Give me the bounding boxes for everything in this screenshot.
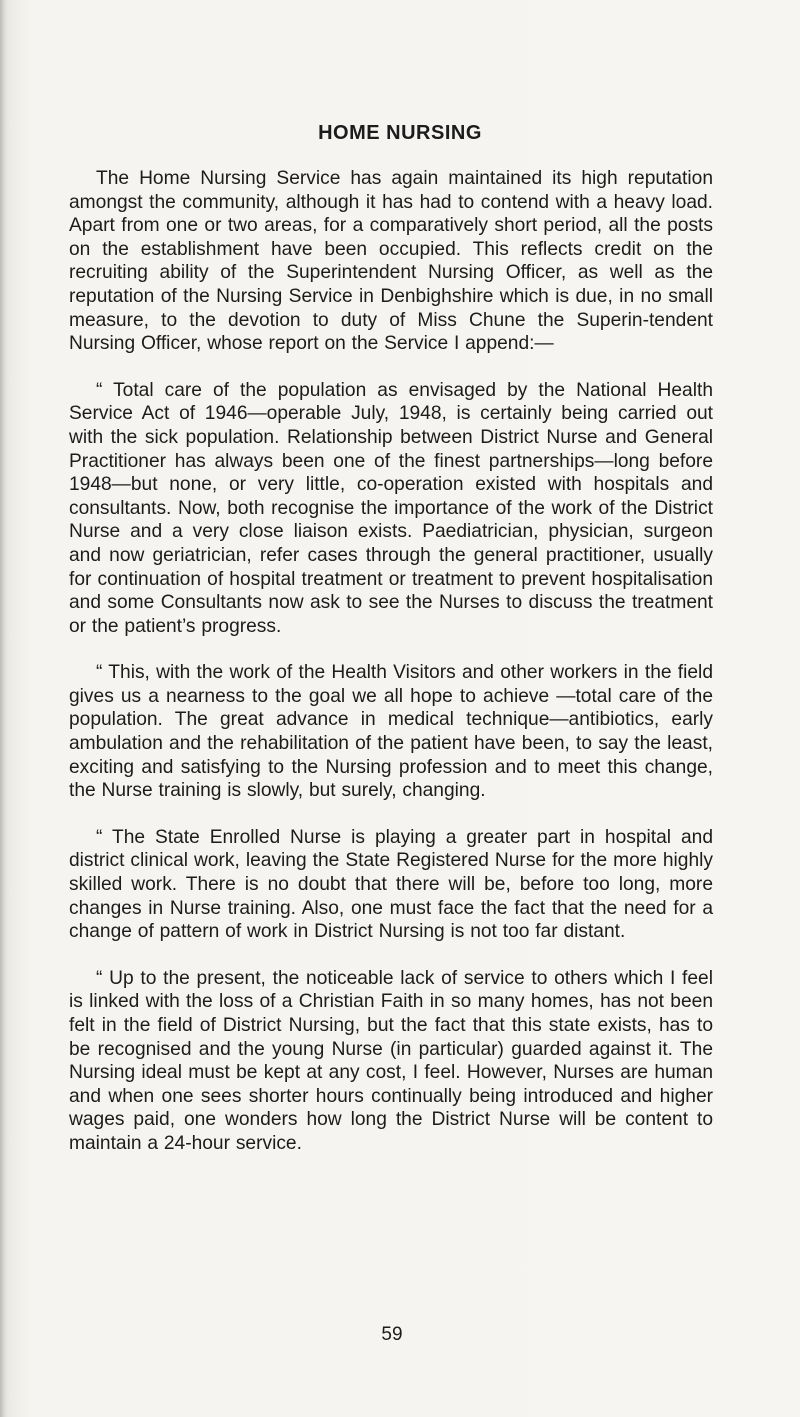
page-number: 59 xyxy=(381,1324,403,1345)
paragraph-state-enrolled-nurse: “ The State Enrolled Nurse is playing a greater part in hospital and district clinical work, leaving the State Registered Nurse for the more highly skilled work. There is no doubt that there will be, before too long, more changes in Nurse training. Also, one must face the fact that the need for a change of pattern of work in District Nursing is not too far distant. xyxy=(69,826,713,943)
paragraph-intro: The Home Nursing Service has again maintained its high reputation amongst the community, although it has had to contend with a heavy load. Apart from one or two areas, for a comparatively short period, all the posts on the establishment have been occupied. This reflects credit on the recruiting ability of the Superintendent Nursing Officer, as well as the reputation of the Nursing Service in Denbighshire which is due, in no small measure, to the devotion to duty of Miss Chune the Superin-tendent Nursing Officer, whose report on the Service I append:— xyxy=(69,168,713,355)
paragraph-total-care: “ Total care of the population as envisaged by the National Health Service Act of 1946—operable July, 1948, is certainly being carried out with the sick population. Relationship between District Nurse and General Practitioner has always been one of the finest partnerships—long before 1948—but none, or very little, co-operation existed with hospitals and consultants. Now, both recognise the importance of the work of the District Nurse and a very close liaison exists. Paediatrician, physician, surgeon and now geriatrician, refer cases through the general practitioner, usually for continuation of hospital treatment or treatment to prevent hospitalisation and some Consultants now ask to see the Nurses to discuss the treatment or the patient’s progress. xyxy=(69,379,713,637)
document-body xyxy=(69,167,713,1179)
page-title: HOME NURSING xyxy=(318,122,482,144)
paragraph-christian-faith: “ Up to the present, the noticeable lack of service to others which I feel is linked with the loss of a Christian Faith in so many homes, has not been felt in the field of District Nursing, but the fact that this state exists, has to be recognised and the young Nurse (in particular) guarded against it. The Nursing ideal must be kept at any cost, I feel. However, Nurses are human and when one sees shorter hours continually being introduced and higher wages paid, one wonders how long the District Nurse will be content to maintain a 24-hour service. xyxy=(69,967,713,1154)
page-binding-edge xyxy=(0,0,6,1417)
paragraph-health-visitors: “ This, with the work of the Health Visitors and other workers in the field gives us a nearness to the goal we all hope to achieve —total care of the population. The great advance in medical technique—antibiotics, early ambulation and the rehabilitation of the patient have been, to say the least, exciting and satisfying to the Nursing profession and to meet this change, the Nurse training is slowly, but surely, changing. xyxy=(69,662,713,802)
